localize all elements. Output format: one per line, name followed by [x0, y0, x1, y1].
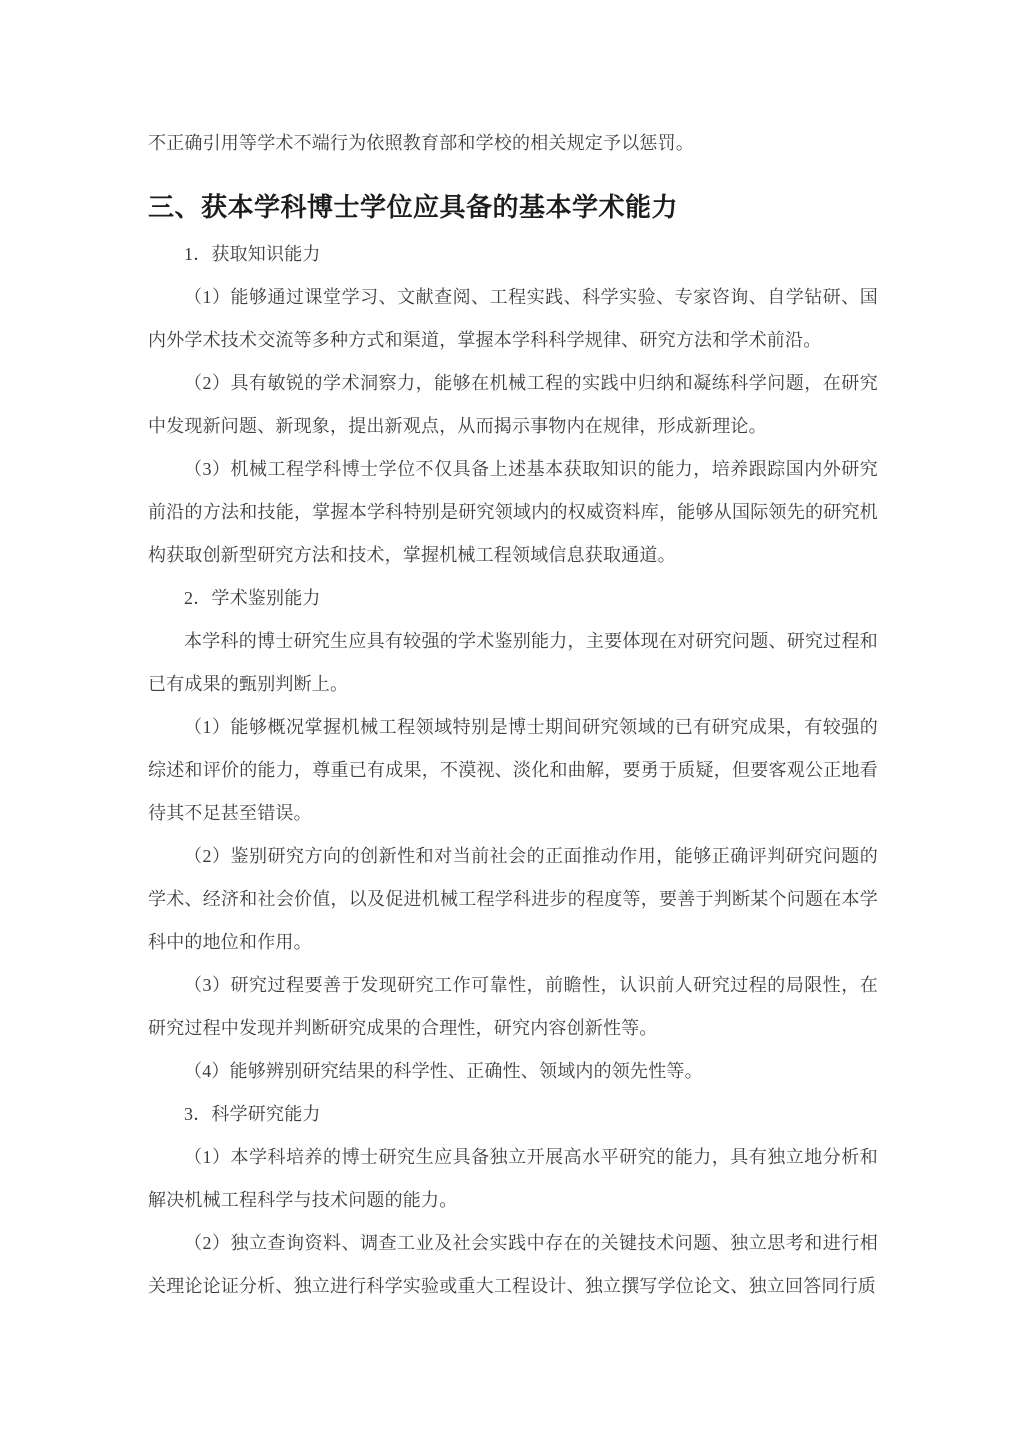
subsection-title-3: 3．科学研究能力	[184, 1104, 321, 1124]
body-paragraph: （1）能够概况掌握机械工程领域特别是博士期间研究领域的已有研究成果，有较强的综述和评价的能力，尊重已有成果，不漠视、淡化和曲解，要勇于质疑，但要客观公正地看待其不足甚至错误。	[148, 717, 878, 823]
body-paragraph: （2）具有敏锐的学术洞察力，能够在机械工程的实践中归纳和凝练科学问题，在研究中发现新问题、新现象，提出新观点，从而揭示事物内在规律，形成新理论。	[148, 373, 878, 436]
body-paragraph: （4）能够辨别研究结果的科学性、正确性、领域内的领先性等。	[184, 1061, 703, 1081]
section-heading: 三、获本学科博士学位应具备的基本学术能力	[148, 192, 679, 222]
body-paragraph: （1）本学科培养的博士研究生应具备独立开展高水平研究的能力，具有独立地分析和解决机械工程科学与技术问题的能力。	[148, 1147, 878, 1210]
subsection-title-2: 2．学术鉴别能力	[184, 588, 321, 608]
body-paragraph: 本学科的博士研究生应具有较强的学术鉴别能力，主要体现在对研究问题、研究过程和已有成果的甄别判断上。	[148, 631, 878, 694]
body-paragraph: （3）机械工程学科博士学位不仅具备上述基本获取知识的能力，培养跟踪国内外研究前沿的方法和技能，掌握本学科特别是研究领域内的权威资料库，能够从国际领先的研究机构获取创新型研究方法和技术，掌握机械工程领域信息获取通道。	[148, 459, 878, 565]
body-paragraph: （2）独立查询资料、调查工业及社会实践中存在的关键技术问题、独立思考和进行相关理论论证分析、独立进行科学实验或重大工程设计、独立撰写学位论文、独立回答同行质	[148, 1233, 878, 1296]
continuation-paragraph: 不正确引用等学术不端行为依照教育部和学校的相关规定予以惩罚。	[148, 133, 694, 153]
body-paragraph: （1）能够通过课堂学习、文献查阅、工程实践、科学实验、专家咨询、自学钻研、国内外学术技术交流等多种方式和渠道，掌握本学科科学规律、研究方法和学术前沿。	[148, 287, 878, 350]
body-paragraph: （2）鉴别研究方向的创新性和对当前社会的正面推动作用，能够正确评判研究问题的学术、经济和社会价值，以及促进机械工程学科进步的程度等，要善于判断某个问题在本学科中的地位和作用。	[148, 846, 878, 952]
body-paragraph: （3）研究过程要善于发现研究工作可靠性，前瞻性，认识前人研究过程的局限性，在研究过程中发现并判断研究成果的合理性，研究内容创新性等。	[148, 975, 878, 1038]
subsection-title-1: 1．获取知识能力	[184, 244, 321, 264]
